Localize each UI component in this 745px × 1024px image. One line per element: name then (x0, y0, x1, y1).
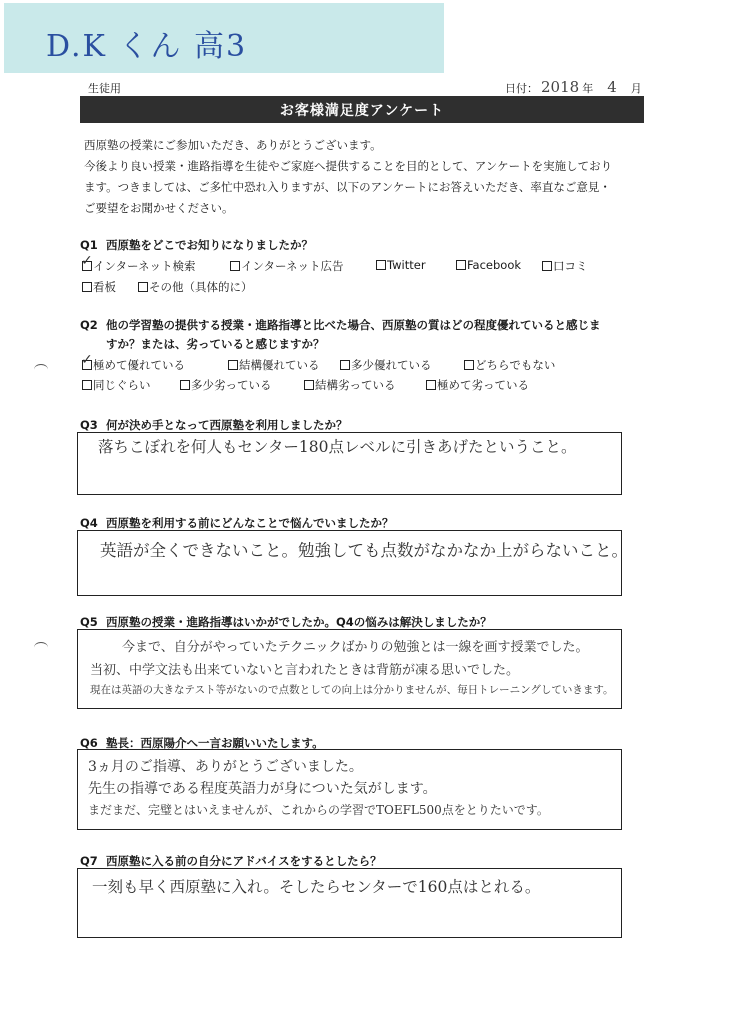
handwritten-answer: 英語が全くできないこと。勉強しても点数がなかなか上がらないこと。 (100, 541, 628, 560)
date-month: 4 (607, 78, 617, 96)
option-internet-search[interactable]: ✓ インターネット検索 (81, 252, 196, 273)
checkbox-icon[interactable] (340, 360, 350, 370)
checkbox-icon[interactable] (230, 261, 240, 271)
form-role-label: 生徒用 (88, 82, 121, 95)
question-3-heading (80, 417, 348, 433)
date-year: 2018 (541, 78, 580, 96)
question-text: 西原塾の授業・進路指導はいかがでしたか。Q4の悩みは解決しましたか？ (106, 615, 492, 629)
intro-line: ます。つきましては、ご多忙中恐れ入りますが、以下のアンケートにお答えいただき、率直なご意見・ (84, 180, 611, 194)
option-extremely-superior[interactable]: ✓ 極めて優れている (81, 351, 185, 372)
checkbox-icon[interactable] (180, 380, 190, 390)
question-text: 西原塾に入る前の自分にアドバイスをするとしたら？ (106, 854, 382, 868)
handwritten-answer: 落ちこぼれを何人もセンター180点レベルに引きあげたということ。 (98, 438, 577, 456)
page-edge-mark (34, 642, 48, 653)
answer-box-q4[interactable] (77, 530, 628, 596)
checkbox-icon[interactable] (376, 260, 386, 270)
date-label: 日付： (505, 82, 538, 95)
question-number: Q6 (80, 736, 98, 750)
checkbox-icon[interactable] (82, 380, 92, 390)
question-number: Q2 (80, 318, 98, 332)
question-number: Q1 (80, 238, 98, 252)
option-twitter[interactable]: Twitter (376, 258, 426, 272)
handwritten-answer: 当初、中学文法も出来ていないと言われたときは背筋が凍る思いでした。 (90, 663, 520, 678)
handwritten-answer: 先生の指導である程度英語力が身についた気がします。 (88, 781, 437, 797)
option-facebook[interactable]: Facebook (456, 258, 521, 272)
intro-line: ご要望をお聞かせください。 (84, 201, 234, 215)
sticky-note-text: D.K くん 高3 (46, 29, 248, 64)
checkbox-icon[interactable] (304, 380, 314, 390)
checkmark-icon: ✓ (81, 351, 93, 368)
question-4-heading (80, 515, 394, 531)
checkbox-icon[interactable] (81, 351, 93, 370)
question-text: 何が決め手となって西原塾を利用しましたか？ (106, 418, 348, 432)
month-unit: 月 (630, 82, 642, 95)
checkbox-icon[interactable] (228, 360, 238, 370)
sticky-note (4, 3, 444, 73)
handwritten-answer: まだまだ、完璧とはいえませんが、これからの学習でTOEFL500点をとりたいです。 (88, 803, 549, 817)
intro-text (84, 135, 644, 219)
question-7-heading (80, 853, 382, 869)
option-somewhat-superior[interactable]: 多少優れている (340, 357, 432, 373)
question-number: Q4 (80, 516, 98, 530)
checkbox-icon[interactable] (426, 380, 436, 390)
option-quite-inferior[interactable]: 結構劣っている (304, 377, 396, 393)
intro-line: 今後より良い授業・進路指導を生徒やご家庭へ提供することを目的として、アンケートを実施しており (84, 159, 613, 173)
checkbox-icon[interactable] (456, 260, 466, 270)
question-text: 西原塾をどこでお知りになりましたか？ (106, 238, 313, 252)
intro-line: 西原塾の授業にご参加いただき、ありがとうございます。 (84, 138, 382, 152)
year-unit: 年 (582, 82, 594, 95)
answer-box-q6[interactable] (77, 749, 622, 830)
answer-box-q3[interactable] (77, 432, 622, 495)
answer-box-q5[interactable] (77, 629, 622, 709)
option-internet-ad[interactable]: インターネット広告 (230, 258, 343, 274)
question-2-text-line2: すか？または、劣っていると感じますか？ (106, 337, 325, 351)
page-title: お客様満足度アンケート (80, 96, 644, 123)
option-word-of-mouth[interactable]: 口コミ (542, 258, 588, 274)
date-field (505, 78, 642, 96)
checkbox-icon[interactable] (81, 252, 93, 271)
checkbox-icon[interactable] (464, 360, 474, 370)
checkbox-icon[interactable] (82, 282, 92, 292)
question-text: 塾長：西原陽介へ一言お願いいたします。 (106, 736, 324, 750)
question-number: Q3 (80, 418, 98, 432)
option-extremely-inferior[interactable]: 極めて劣っている (426, 377, 529, 393)
checkbox-icon[interactable] (542, 261, 552, 271)
question-number: Q5 (80, 615, 98, 629)
page-edge-mark (34, 364, 48, 375)
option-quite-superior[interactable]: 結構優れている (228, 357, 320, 373)
option-somewhat-inferior[interactable]: 多少劣っている (180, 377, 272, 393)
handwritten-answer: 現在は英語の大きなテスト等がないので点数としての向上は分かりませんが、毎日トレーニングしていきます。 (90, 684, 614, 696)
option-other[interactable]: その他（具体的に） (138, 279, 253, 295)
answer-box-q7[interactable] (77, 868, 622, 938)
question-1-heading (80, 237, 313, 253)
option-neither[interactable]: どちらでもない (464, 357, 555, 373)
option-about-same[interactable]: 同じぐらい (82, 377, 151, 393)
question-number: Q7 (80, 854, 98, 868)
question-5-heading (80, 614, 492, 630)
option-signboard[interactable]: 看板 (82, 279, 116, 295)
handwritten-answer: 3ヵ月のご指導、ありがとうございました。 (88, 759, 363, 775)
handwritten-answer: 今まで、自分がやっていたテクニックばかりの勉強とは一線を画す授業でした。 (122, 640, 589, 655)
checkmark-icon: ✓ (81, 252, 93, 269)
checkbox-icon[interactable] (138, 282, 148, 292)
question-2-heading (80, 317, 601, 333)
question-text: 西原塾を利用する前にどんなことで悩んでいましたか？ (106, 516, 394, 530)
question-text: 他の学習塾の提供する授業・進路指導と比べた場合、西原塾の質はどの程度優れていると感じま (106, 318, 601, 332)
handwritten-answer: 一刻も早く西原塾に入れ。そしたらセンターで160点はとれる。 (92, 878, 541, 896)
